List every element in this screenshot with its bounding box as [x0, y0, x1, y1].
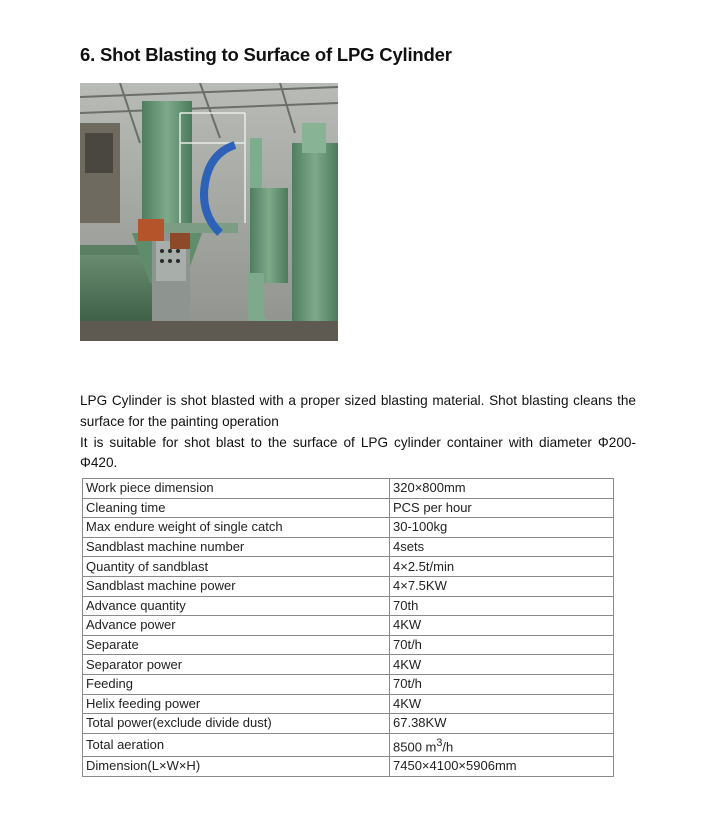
shot-blasting-machine-photo: [80, 83, 338, 341]
spec-value-suffix: /h: [442, 739, 454, 755]
table-row: [83, 635, 614, 655]
spec-key: Quantity of sandblast: [83, 557, 390, 577]
table-row: [83, 479, 614, 499]
spec-value: 70th: [390, 596, 614, 616]
table-row: [83, 576, 614, 596]
table-row: [83, 616, 614, 636]
table-row: [83, 757, 614, 777]
spec-value: 70t/h: [390, 635, 614, 655]
table-row: [83, 596, 614, 616]
spec-value: 7450×4100×5906mm: [390, 757, 614, 777]
spec-value: 4KW: [390, 655, 614, 675]
spec-value: 4×7.5KW: [390, 576, 614, 596]
spec-key: Sandblast machine number: [83, 537, 390, 557]
spec-value-main: 8500 m: [393, 739, 437, 755]
table-row: [83, 498, 614, 518]
spec-value: 4sets: [390, 537, 614, 557]
spec-key: Advance quantity: [83, 596, 390, 616]
spec-key: Dimension(L×W×H): [83, 757, 390, 777]
spec-key: Separator power: [83, 655, 390, 675]
spec-value: 4KW: [390, 616, 614, 636]
spec-value: 70t/h: [390, 674, 614, 694]
table-row: [83, 518, 614, 538]
spec-value: [390, 733, 614, 756]
spec-key: Cleaning time: [83, 498, 390, 518]
spec-key: Max endure weight of single catch: [83, 518, 390, 538]
spec-key: Total aeration: [83, 733, 390, 756]
description-line-1: LPG Cylinder is shot blasted with a proper sized blasting material. Shot blasting cleans the surface for the painting operation: [80, 393, 636, 429]
spec-value: 4×2.5t/min: [390, 557, 614, 577]
spec-key: Advance power: [83, 616, 390, 636]
page-title: 6. Shot Blasting to Surface of LPG Cylinder: [80, 44, 452, 65]
table-row: [83, 655, 614, 675]
spec-key: Helix feeding power: [83, 694, 390, 714]
spec-key: Sandblast machine power: [83, 576, 390, 596]
table-row: [83, 714, 614, 734]
spec-key: Work piece dimension: [83, 479, 390, 499]
spec-value: 30-100kg: [390, 518, 614, 538]
specifications-table: [82, 478, 614, 777]
spec-value: PCS per hour: [390, 498, 614, 518]
description-line-2: It is suitable for shot blast to the surface of LPG cylinder container with diameter Φ200-Φ420.: [80, 434, 636, 471]
description: [80, 391, 636, 474]
spec-key: Feeding: [83, 674, 390, 694]
table-row: [83, 694, 614, 714]
spec-value: 4KW: [390, 694, 614, 714]
table-row: [83, 537, 614, 557]
spec-key: Separate: [83, 635, 390, 655]
spec-value: 67.38KW: [390, 714, 614, 734]
table-row: [83, 674, 614, 694]
table-row: [83, 733, 614, 756]
table-row: [83, 557, 614, 577]
spec-value-superscript: 3: [436, 736, 443, 749]
spec-value: 320×800mm: [390, 479, 614, 499]
spec-key: Total power(exclude divide dust): [83, 714, 390, 734]
